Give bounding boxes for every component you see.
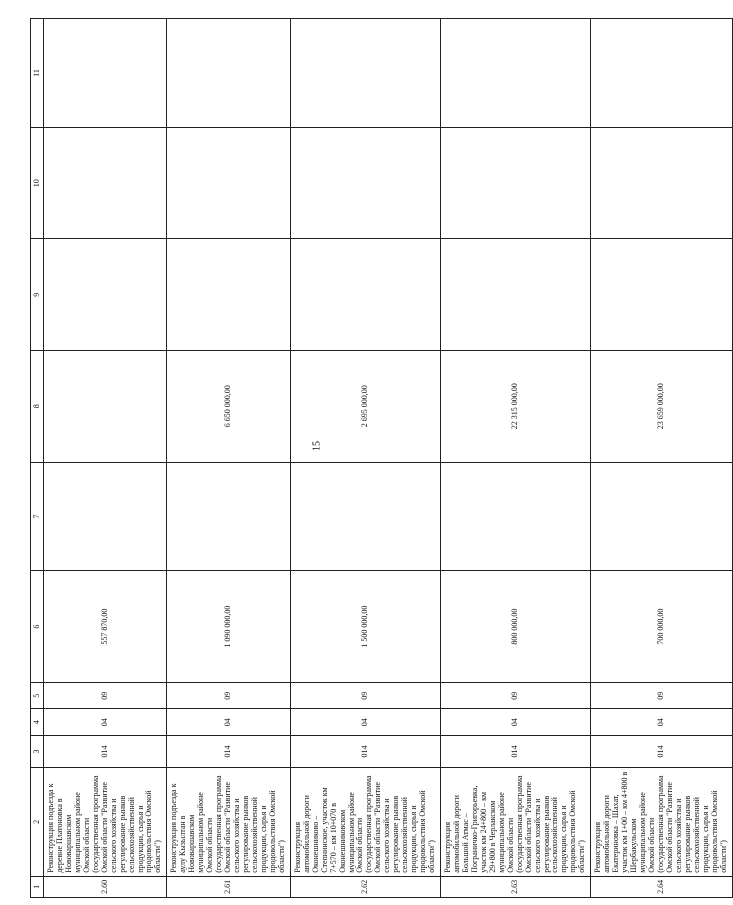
code-cell: 04 xyxy=(44,709,167,736)
item-description: Реконструкция подъезда к деревне Платоновка в Нововаршавском муниципальном районе Омской области (государственная программа Омской области "Развитие сельского хозяйства и регулирование рынков сельскохозяйственной продукции, сырья и продовольствия Омской области") xyxy=(44,767,167,876)
amount-cell: 2 695 000,00 xyxy=(290,351,440,463)
code-cell: 014 xyxy=(441,736,591,768)
code-cell: 09 xyxy=(44,682,167,709)
amount-cell: 6 650 000,00 xyxy=(167,351,290,463)
amount-cell: 700 000,00 xyxy=(591,571,732,683)
amount-cell xyxy=(591,127,732,239)
table-row xyxy=(290,19,440,898)
code-cell: 014 xyxy=(44,736,167,768)
header-cell: 8 xyxy=(31,351,44,463)
amount-cell xyxy=(167,462,290,571)
item-description: Реконструкция подъезда к аулу Кызылтан в Нововаршавском муниципальном районе Омской области (государственная программа Омской области "Развитие сельского хозяйства и регулирование рынков сельскохозяйственной продукции, сырья и продовольствия Омской области") xyxy=(167,767,290,876)
table-row xyxy=(441,19,591,898)
header-cell: 5 xyxy=(31,682,44,709)
item-number: 2.64 xyxy=(591,876,732,897)
header-cell: 3 xyxy=(31,736,44,768)
budget-table-container xyxy=(30,18,728,898)
item-number: 2.63 xyxy=(441,876,591,897)
amount-cell: 1 090 000,00 xyxy=(167,571,290,683)
amount-cell xyxy=(591,239,732,351)
amount-cell: 557 870,00 xyxy=(44,571,167,683)
code-cell: 09 xyxy=(290,682,440,709)
header-cell: 11 xyxy=(31,19,44,128)
code-cell: 014 xyxy=(591,736,732,768)
amount-cell xyxy=(44,239,167,351)
header-cell: 9 xyxy=(31,239,44,351)
amount-cell xyxy=(441,239,591,351)
amount-cell xyxy=(290,462,440,571)
amount-cell: 1 500 000,00 xyxy=(290,571,440,683)
amount-cell xyxy=(441,19,591,128)
table-row xyxy=(44,19,167,898)
amount-cell: 22 315 000,00 xyxy=(441,351,591,463)
item-number: 2.60 xyxy=(44,876,167,897)
amount-cell xyxy=(591,19,732,128)
item-description: Реконструкция автомобильной дороги Большой Атмас – Пограничко-Григорьевка, участок км 24+800 – км 29+800 в Черлакском муниципальном районе Омской области (государственная программа Омской области "Развитие сельского хозяйства и регулирование рынков сельскохозяйственной продукции, сырья и продовольствия Омской области") xyxy=(441,767,591,876)
code-cell: 09 xyxy=(591,682,732,709)
code-cell: 09 xyxy=(441,682,591,709)
table-row xyxy=(591,19,732,898)
code-cell: 04 xyxy=(167,709,290,736)
item-description: Реконструкция автомобильной дороги Оконешниково – Степнинское, участок км 7+570 – км 10+070 в Оконешниковском муниципальном районе Омской области (государственная программа Омской области "Развитие сельского хозяйства и регулирование рынков сельскохозяйственной продукции, сырья и продовольствия Омской области") xyxy=(290,767,440,876)
header-cell: 7 xyxy=(31,462,44,571)
amount-cell xyxy=(441,462,591,571)
budget-table xyxy=(30,18,733,898)
header-row xyxy=(31,19,44,898)
amount-cell xyxy=(44,19,167,128)
amount-cell xyxy=(167,19,290,128)
code-cell: 014 xyxy=(290,736,440,768)
amount-cell xyxy=(290,127,440,239)
header-cell: 4 xyxy=(31,709,44,736)
code-cell: 04 xyxy=(591,709,732,736)
amount-cell: 23 659 000,00 xyxy=(591,351,732,463)
rotated-table-layer xyxy=(30,18,728,898)
code-cell: 04 xyxy=(441,709,591,736)
header-cell: 1 xyxy=(31,876,44,897)
header-cell: 2 xyxy=(31,767,44,876)
amount-cell xyxy=(441,127,591,239)
page-number-text: 15 xyxy=(311,441,323,451)
amount-cell xyxy=(44,127,167,239)
item-number: 2.61 xyxy=(167,876,290,897)
amount-cell xyxy=(290,19,440,128)
amount-cell xyxy=(167,239,290,351)
item-description: Реконструкция автомобильной дороги Екатериновка – Шахат, участок км 1+00 – км 4+800 в Шербакульском муниципальном районе Омской области (государственная программа Омской области "Развитие сельского хозяйства и регулирование рынков сельскохозяйственной продукции, сырья и продовольствия Омской области") xyxy=(591,767,732,876)
amount-cell: 800 000,00 xyxy=(441,571,591,683)
code-cell: 04 xyxy=(290,709,440,736)
amount-cell xyxy=(290,239,440,351)
code-cell: 09 xyxy=(167,682,290,709)
header-cell: 10 xyxy=(31,127,44,239)
amount-cell xyxy=(167,127,290,239)
amount-cell xyxy=(591,462,732,571)
amount-cell xyxy=(44,351,167,463)
code-cell: 014 xyxy=(167,736,290,768)
table-row xyxy=(167,19,290,898)
item-number: 2.62 xyxy=(290,876,440,897)
header-cell: 6 xyxy=(31,571,44,683)
amount-cell xyxy=(44,462,167,571)
